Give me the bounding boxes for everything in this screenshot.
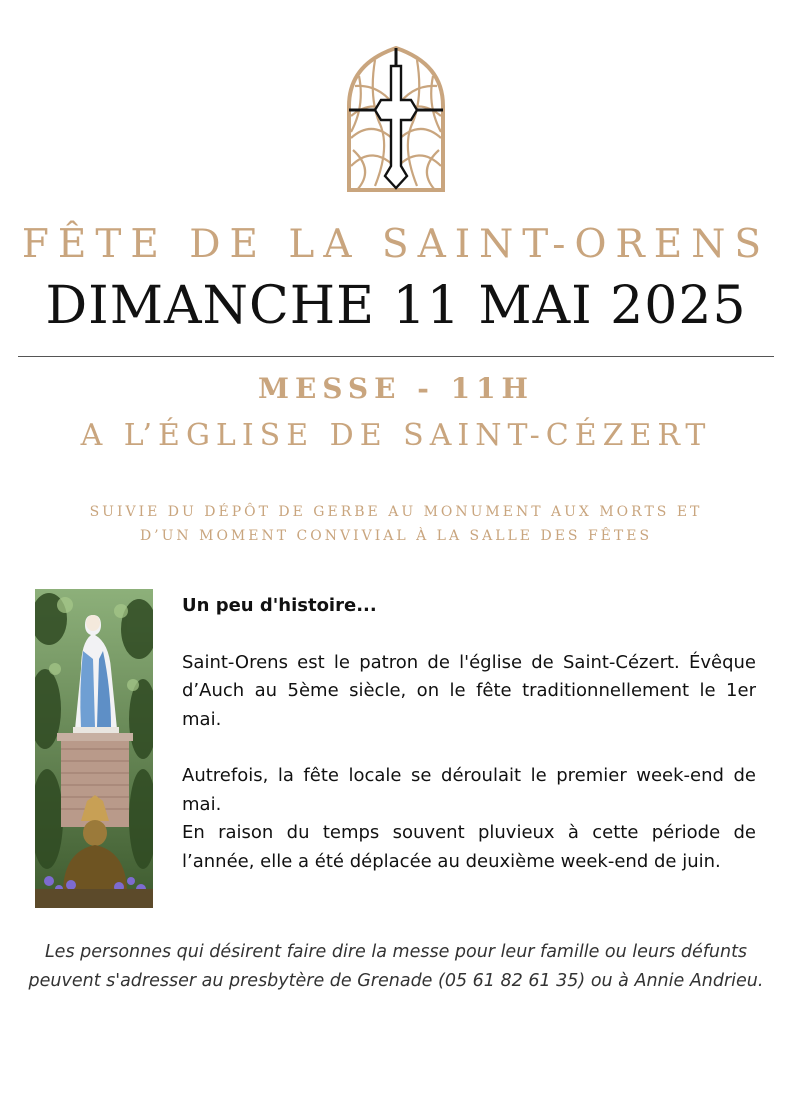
followup-line-1: SUIVIE DU DÉPÔT DE GERBE AU MONUMENT AUX MORTS ET <box>89 504 703 520</box>
cross-window-icon <box>345 46 447 192</box>
history-paragraph-3: En raison du temps souvent pluvieux à cette période de l’année, elle a été déplacée au deuxième week-end de juin. <box>182 822 756 872</box>
history-heading: Un peu d'histoire... <box>182 595 377 616</box>
event-date: DIMANCHE 11 MAI 2025 <box>45 276 747 336</box>
history-section <box>182 592 756 876</box>
history-paragraph-1: Saint-Orens est le patron de l'église de Saint-Cézert. Évêque d’Auch au 5ème siècle, on le fête traditionnellement le 1er mai. <box>182 651 756 730</box>
followup-text <box>40 500 752 548</box>
event-title: FÊTE DE LA SAINT-ORENS <box>21 222 771 267</box>
divider <box>18 356 774 357</box>
followup-line-2: D’UN MOMENT CONVIVIAL À LA SALLE DES FÊTES <box>139 528 653 544</box>
mass-time: MESSE - 11H <box>257 372 535 405</box>
history-paragraph-2: Autrefois, la fête locale se déroulait le premier week-end de mai. <box>182 765 756 815</box>
note-line-1: Les personnes qui désirent faire dire la messe pour leur famille ou leurs défunts <box>44 942 748 962</box>
mass-location: A L’ÉGLISE DE SAINT-CÉZERT <box>80 418 712 453</box>
mass-request-note <box>20 938 772 995</box>
note-line-2: peuvent s'adresser au presbytère de Grenade (05 61 82 61 35) ou à Annie Andrieu. <box>28 970 764 991</box>
statue-photo <box>35 589 153 908</box>
